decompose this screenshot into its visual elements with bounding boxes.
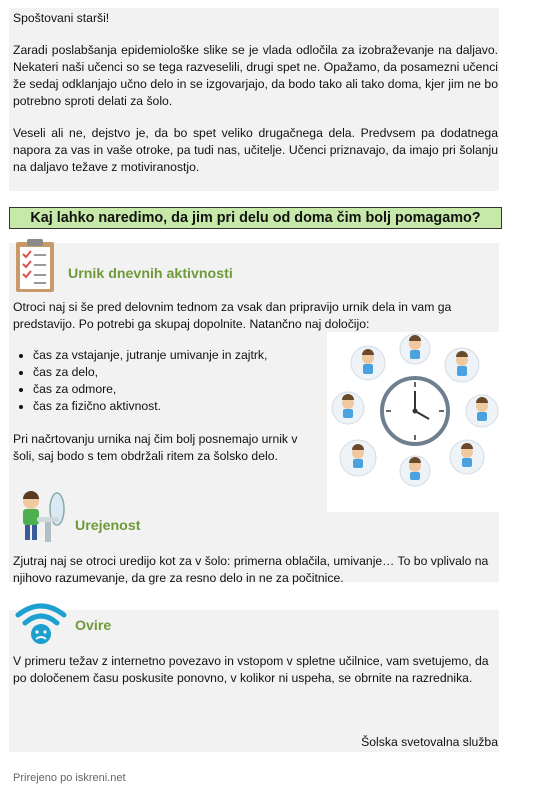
- list-item: • čas za delo,: [33, 364, 323, 381]
- list-item: • čas za vstajanje, jutranje umivanje in zajtrk,: [33, 347, 323, 364]
- source-footer: Prirejeno po iskreni.net: [13, 772, 126, 784]
- clipboard-checklist-icon: [12, 238, 58, 294]
- urnik-title: Urnik dnevnih aktivnosti: [68, 266, 233, 282]
- urejenost-text: Zjutraj naj se otroci uredijo kot za v šolo: primerna oblačila, umivanje… To bo vplivalo na njihovo razumevanje, da gre za resno delo in ne za počitnice.: [13, 554, 489, 585]
- ovire-title: Ovire: [75, 618, 112, 634]
- question-banner: Kaj lahko naredimo, da jim pri delu od doma čim bolj pomagamo?: [9, 207, 502, 229]
- signature: Šolska svetovalna služba: [361, 735, 498, 749]
- urnik-bullet-list: [13, 347, 323, 415]
- ovire-text: V primeru težav z internetno povezavo in vstopom v spletne učilnice, vam svetujemo, da po določenem času poskusite ponovno, v kolikor ni uspeha, se obrnite na razrednika.: [13, 654, 489, 685]
- intro-greeting: Spoštovani starši!: [13, 11, 110, 25]
- daily-routine-clock-illustration: [330, 333, 500, 488]
- urnik-paragraph-1: Otroci naj si še pred delovnim tednom za vsak dan pripravijo urnik dela in vam ga predstavijo. Po potrebi ga skupaj dopolnite. Natančno naj določijo:: [13, 300, 452, 331]
- child-washing-icon: [13, 487, 67, 545]
- urnik-paragraph-2: Pri načrtovanju urnika naj čim bolj posnemajo urnik v šoli, saj bodo s tem obdržali ritem za šolsko delo.: [13, 432, 298, 463]
- urejenost-title: Urejenost: [75, 518, 141, 534]
- list-item: • čas za fizično aktivnost.: [33, 398, 323, 415]
- intro-paragraph-2: Veseli ali ne, dejstvo je, da bo spet veliko drugačnega dela. Predvsem pa dodatnega napora za vas in vaše otroke, pa tudi nas, učitelje. Učenci priznavajo, da imajo pri šolanju na daljavo težave z motiviranostjo.: [13, 126, 498, 174]
- list-item: • čas za odmore,: [33, 381, 323, 398]
- intro-paragraph-1: Zaradi poslabšanja epidemiološke slike se je vlada odločila za izobraževanje na daljavo. Nekateri naši učenci so se tega razveselili, drugi spet ne. Opažamo, da posamezni učenci že sedaj odklanjajo učno delo in se izgovarjajo, da bodo tako ali tako doma, kjer jim ne bo potrebno sproti delati za šolo.: [13, 43, 498, 108]
- wifi-sad-icon: [14, 601, 68, 645]
